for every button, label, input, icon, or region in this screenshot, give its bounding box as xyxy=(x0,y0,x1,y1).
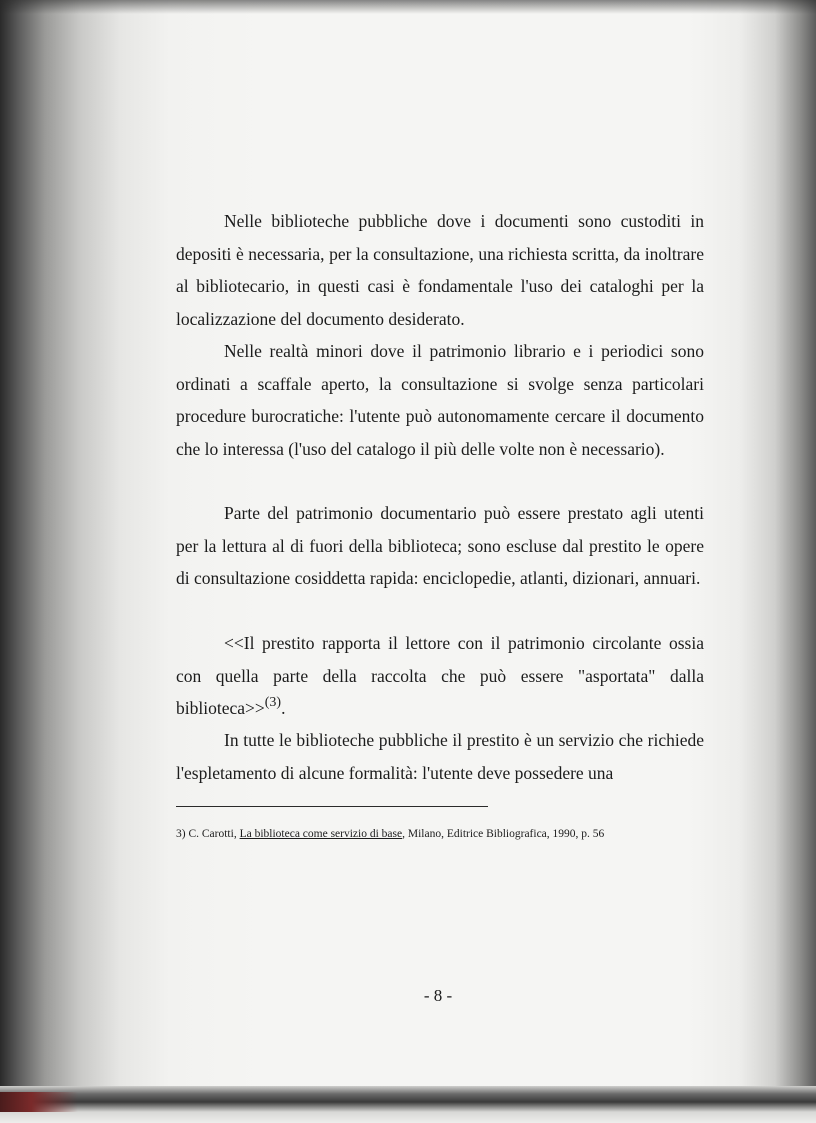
footnote-prefix: 3) C. Carotti, xyxy=(176,828,240,840)
paragraph-quote xyxy=(176,627,704,725)
quote-end: . xyxy=(281,698,286,718)
footnote-reference: (3) xyxy=(264,695,282,710)
page-number: - 8 - xyxy=(423,986,453,1005)
paragraph-1: Nelle biblioteche pubbliche dove i documenti sono custoditi in depositi è necessaria, per la consultazione, una richiesta scritta, da inoltrare al bibliotecario, in questi casi è fondamentale l'uso dei cataloghi per la localizzazione del documento desiderato. xyxy=(176,211,704,329)
footnote-separator xyxy=(176,806,488,807)
footnote-title: La biblioteca come servizio di base xyxy=(239,828,403,840)
footnote xyxy=(176,826,716,842)
paragraph-2: Nelle realtà minori dove il patrimonio librario e i periodici sono ordinati a scaffale aperto, la consultazione si svolge senza particolari procedure burocratiche: l'utente può autonomamente cercare il documento che lo interessa (l'uso del catalogo il più delle volte non è necessario). xyxy=(176,341,704,459)
quote-text: <<Il prestito rapporta il lettore con il patrimonio circolante ossia con quella parte della raccolta che può essere "asportata" dalla biblioteca>> xyxy=(176,633,704,718)
paragraph-5: In tutte le biblioteche pubbliche il prestito è un servizio che richiede l'espletamento di alcune formalità: l'utente deve possedere una xyxy=(176,730,704,783)
paragraph-3: Parte del patrimonio documentario può essere prestato agli utenti per la lettura al di fuori della biblioteca; sono escluse dal prestito le opere di consultazione cosiddetta rapida: enciclopedie, atlanti, dizionari, annuari. xyxy=(176,503,704,588)
footnote-suffix: , Milano, Editrice Bibliografica, 1990, p. 56 xyxy=(402,828,605,840)
